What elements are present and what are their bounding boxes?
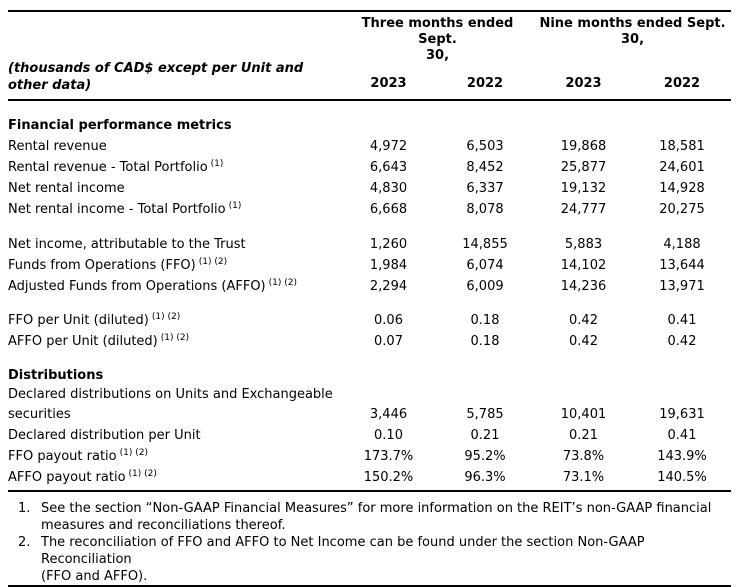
footnote-text: See the section “Non-GAAP Financial Measures” for more information on the REIT’s non-GAAP financial xyxy=(41,501,712,516)
table-row xyxy=(8,136,731,157)
year-header: 2023 xyxy=(370,76,407,91)
value-cell: 0.42 xyxy=(569,313,598,328)
value-cell: 5,883 xyxy=(564,237,603,252)
table-row xyxy=(8,178,731,199)
value-cell: 19,631 xyxy=(659,407,705,422)
value-cell: 0.06 xyxy=(374,313,403,328)
table-header xyxy=(8,10,731,101)
section-header-financial-performance: Financial performance metrics xyxy=(8,118,232,133)
value-cell: 20,275 xyxy=(659,202,705,217)
footnote-ref: (1) (2) xyxy=(198,256,228,267)
table-row xyxy=(8,234,731,255)
footnote-text: measures and reconciliations thereof. xyxy=(41,518,286,533)
value-cell: 8,078 xyxy=(466,202,504,217)
value-cell: 173.7% xyxy=(363,449,414,464)
footnote-ref: (1) xyxy=(228,200,242,211)
column-group-title: Nine months ended Sept. xyxy=(539,16,726,31)
value-cell: 0.42 xyxy=(569,334,598,349)
value-cell: 5,785 xyxy=(466,407,504,422)
column-group-three-months xyxy=(341,16,534,64)
value-cell: 6,668 xyxy=(369,202,408,217)
value-cell: 3,446 xyxy=(369,407,408,422)
footnote-2 xyxy=(18,534,721,585)
footnote-1 xyxy=(18,500,721,534)
value-cell: 10,401 xyxy=(560,407,607,422)
value-cell: 0.41 xyxy=(667,428,697,443)
value-cell: 4,972 xyxy=(369,139,408,154)
footnote-text: Reconciliation xyxy=(41,552,132,567)
footnote-ref: (1) (2) xyxy=(128,468,157,479)
row-label: Net rental income - Total Portfolio xyxy=(8,202,226,217)
value-cell: 73.8% xyxy=(562,449,605,464)
column-group-nine-months xyxy=(534,16,731,64)
row-label: FFO payout ratio xyxy=(8,449,117,464)
value-cell: 19,868 xyxy=(560,139,607,154)
footnote-ref: (1) xyxy=(210,158,224,169)
value-cell: 24,777 xyxy=(560,202,607,217)
row-label: AFFO per Unit (diluted) xyxy=(8,334,158,349)
footnote-ref: (1) (2) xyxy=(151,311,181,322)
year-header: 2023 xyxy=(565,76,602,91)
table-row xyxy=(8,276,731,297)
footnote-ref: (1) (2) xyxy=(119,447,148,458)
value-cell: 24,601 xyxy=(659,160,705,175)
row-label: Declared distribution per Unit xyxy=(8,428,201,443)
value-cell: 13,971 xyxy=(659,279,705,294)
row-label: Adjusted Funds from Operations (AFFO) xyxy=(8,279,266,294)
row-label: Funds from Operations (FFO) xyxy=(8,258,196,273)
unit-note-line2: other data) xyxy=(8,78,92,93)
value-cell: 1,260 xyxy=(369,237,408,252)
value-cell: 0.21 xyxy=(470,428,500,443)
value-cell: 0.18 xyxy=(470,313,500,328)
footnote-ref: (1) (2) xyxy=(268,277,297,288)
row-label: FFO per Unit (diluted) xyxy=(8,313,149,328)
column-group-subtitle: 30, xyxy=(425,48,450,63)
value-cell: 8,452 xyxy=(466,160,504,175)
spacer xyxy=(8,352,731,365)
value-cell: 6,074 xyxy=(466,258,504,273)
footnote-ref: (1) (2) xyxy=(160,332,190,343)
year-header: 2022 xyxy=(466,76,504,91)
footnote-text: The reconciliation of FFO and AFFO to Net Income can be found under the section Non-GAAP xyxy=(41,535,645,550)
value-cell: 25,877 xyxy=(560,160,607,175)
value-cell: 0.41 xyxy=(667,313,697,328)
value-cell: 1,984 xyxy=(369,258,408,273)
value-cell: 0.42 xyxy=(667,334,697,349)
column-group-subtitle: 30, xyxy=(620,32,645,47)
row-label: Declared distributions on Units and Exchangeable xyxy=(8,387,333,402)
value-cell: 13,644 xyxy=(659,258,705,273)
unit-note-line1: (thousands of CAD$ except per Unit and xyxy=(8,61,304,76)
financial-report-page xyxy=(0,10,739,587)
value-cell: 73.1% xyxy=(562,470,605,485)
table-row xyxy=(8,467,731,488)
row-label-line2: securities xyxy=(8,407,71,422)
row-label: Rental revenue xyxy=(8,139,107,154)
footnote-number: 2. xyxy=(18,535,31,550)
unit-note xyxy=(8,60,341,94)
value-cell: 14,928 xyxy=(659,181,705,196)
value-cell: 0.07 xyxy=(374,334,403,349)
value-cell: 19,132 xyxy=(560,181,607,196)
value-cell: 18,581 xyxy=(659,139,705,154)
value-cell: 6,503 xyxy=(466,139,504,154)
value-cell: 0.10 xyxy=(374,428,403,443)
value-cell: 96.3% xyxy=(464,470,506,485)
value-cell: 95.2% xyxy=(464,449,506,464)
value-cell: 4,188 xyxy=(663,237,701,252)
value-cell: 0.21 xyxy=(569,428,598,443)
footnote-number: 1. xyxy=(18,501,31,516)
value-cell: 6,337 xyxy=(466,181,504,196)
spacer xyxy=(8,220,731,234)
value-cell: 6,643 xyxy=(369,160,408,175)
spacer xyxy=(8,101,731,115)
table-row xyxy=(8,255,731,276)
footnotes xyxy=(8,492,731,585)
spacer xyxy=(8,297,731,310)
value-cell: 14,236 xyxy=(560,279,607,294)
table-row xyxy=(8,310,731,331)
value-cell: 150.2% xyxy=(363,470,414,485)
table-row xyxy=(8,157,731,178)
year-header: 2022 xyxy=(663,76,701,91)
row-label: Rental revenue - Total Portfolio xyxy=(8,160,208,175)
row-label: AFFO payout ratio xyxy=(8,470,126,485)
section-header-distributions: Distributions xyxy=(8,368,104,383)
table-row xyxy=(8,331,731,352)
value-cell: 2,294 xyxy=(369,279,408,294)
value-cell: 14,855 xyxy=(462,237,508,252)
footnote-text: (FFO and AFFO). xyxy=(41,569,148,584)
row-label: Net rental income xyxy=(8,181,125,196)
value-cell: 6,009 xyxy=(466,279,504,294)
value-cell: 0.18 xyxy=(470,334,500,349)
table-row xyxy=(8,199,731,220)
table-row xyxy=(8,386,731,425)
value-cell: 140.5% xyxy=(657,470,707,485)
value-cell: 4,830 xyxy=(369,181,408,196)
value-cell: 143.9% xyxy=(657,449,707,464)
table-row xyxy=(8,425,731,446)
value-cell: 14,102 xyxy=(560,258,607,273)
table-row xyxy=(8,446,731,467)
row-label: Net income, attributable to the Trust xyxy=(8,237,246,252)
column-group-title: Three months ended Sept. xyxy=(361,16,514,47)
